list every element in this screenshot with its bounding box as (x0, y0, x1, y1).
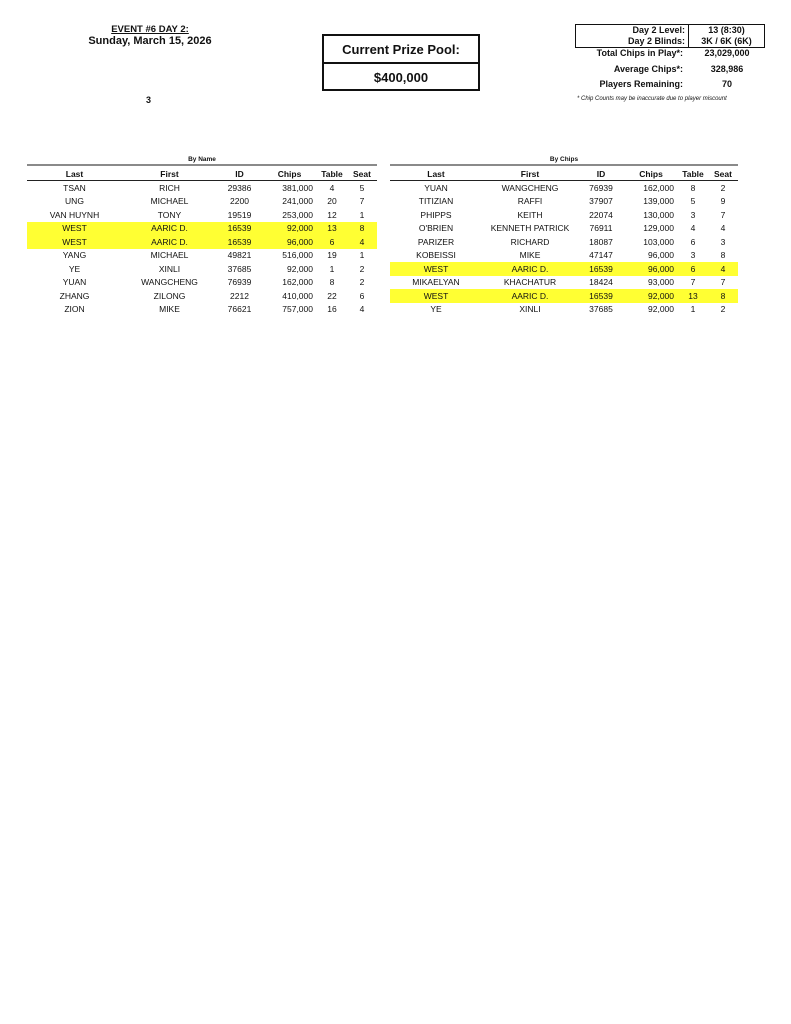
by-name-cell-id: 19519 (227, 209, 252, 220)
by-chips-cell-first: AARIC D. (482, 262, 578, 276)
by-chips-table-row (390, 235, 738, 249)
by-chips-cell-id: 76911 (589, 223, 613, 234)
by-chips-column-header: Chips (624, 167, 678, 181)
by-chips-cell-first: MIKE (519, 250, 541, 261)
by-chips-cell-id: 18424 (589, 277, 613, 288)
by-chips-cell-seat: 7 (720, 209, 726, 220)
by-chips-column-header: Seat (708, 167, 738, 181)
players-remaining-row (573, 79, 773, 89)
by-name-column-header: Table (317, 167, 347, 181)
by-name-cell-chips: 516,000 (282, 250, 313, 261)
by-chips-cell-id: 18087 (589, 236, 613, 247)
by-name-rule (27, 164, 377, 166)
by-name-cell-table: 8 (329, 277, 335, 288)
by-name-table-row (27, 195, 377, 209)
by-chips-table-row (390, 276, 738, 290)
by-chips-cell-last: PARIZER (417, 236, 455, 247)
by-name-cell-last: ZHANG (59, 290, 90, 301)
by-chips-title: By Chips (549, 156, 579, 163)
by-name-table-row (27, 262, 377, 276)
players-remaining-value: 70 (721, 79, 732, 89)
by-chips-cell-seat: 3 (720, 236, 726, 247)
by-name-cell-seat: 7 (359, 196, 365, 207)
by-name-cell-first: RICH (159, 182, 180, 193)
by-chips-column-header: First (482, 167, 578, 181)
by-name-cell-last: TSAN (63, 182, 86, 193)
by-chips-cell-first: XINLI (519, 304, 541, 315)
total-chips-value: 23,029,000 (704, 48, 750, 58)
by-name-cell-table: 1 (329, 263, 335, 274)
by-name-cell-last: VAN HUYNH (49, 209, 100, 220)
by-name-table-row (27, 235, 377, 249)
by-chips-cell-id: 37685 (589, 304, 613, 315)
by-chips-cell-chips: 129,000 (643, 223, 674, 234)
prize-pool-box (322, 34, 480, 91)
by-name-cell-first: MICHAEL (150, 250, 189, 261)
total-chips-label: Total Chips in Play*: (596, 48, 683, 58)
by-chips-cell-last: MIKAELYAN (412, 277, 460, 288)
by-name-cell-seat: 2 (359, 277, 365, 288)
players-remaining-label: Players Remaining: (599, 79, 683, 89)
by-chips-cell-table: 3 (690, 209, 696, 220)
by-chips-cell-last: YE (430, 304, 442, 315)
by-chips-header-row (390, 167, 738, 181)
by-chips-table-row (390, 195, 738, 209)
by-chips-cell-first: KENNETH PATRICK (490, 223, 570, 234)
by-name-cell-table: 19 (327, 250, 337, 261)
by-chips-table-row (390, 249, 738, 263)
by-chips-cell-table: 1 (690, 304, 696, 315)
by-chips-cell-id: 22074 (589, 209, 613, 220)
by-name-cell-table: 22 (327, 290, 337, 301)
by-chips-cell-chips: 103,000 (643, 236, 674, 247)
by-name-cell-seat: 6 (359, 290, 365, 301)
by-name-cell-last: ZION (64, 304, 85, 315)
blinds-value: 3K / 6K (6K) (701, 36, 752, 46)
by-chips-cell-seat: 7 (720, 277, 726, 288)
by-name-cell-first: MICHAEL (150, 196, 189, 207)
total-chips-row (573, 48, 773, 58)
by-chips-cell-table: 3 (690, 250, 696, 261)
by-chips-column-header: ID (578, 167, 624, 181)
by-name-cell-id: 76621 (227, 304, 252, 315)
by-name-cell-table: 20 (327, 196, 337, 207)
by-chips-cell-first: WANGCHENG (501, 182, 559, 193)
by-chips-cell-last: KOBEISSI (416, 250, 456, 261)
by-chips-cell-table: 5 (690, 196, 696, 207)
by-chips-cell-table: 4 (690, 223, 696, 234)
by-name-column-header: Last (27, 167, 122, 181)
by-chips-cell-id: 37907 (589, 196, 613, 207)
by-name-header-row (27, 167, 377, 181)
by-name-cell-first: AARIC D. (122, 235, 217, 249)
by-chips-cell-id: 16539 (578, 262, 624, 276)
by-chips-cell-last: WEST (390, 262, 482, 276)
by-name-table-row (27, 208, 377, 222)
by-name-cell-last: WEST (27, 222, 122, 236)
event-title: EVENT #6 DAY 2: (111, 24, 189, 35)
by-name-cell-last: WEST (27, 235, 122, 249)
by-chips-table-row (390, 289, 738, 303)
by-name-column-header: Seat (347, 167, 377, 181)
chip-count-note: * Chip Counts may be inaccurate due to player miscount (577, 96, 727, 102)
by-chips-table-row (390, 208, 738, 222)
blinds-label: Day 2 Blinds: (627, 36, 685, 46)
by-name-cell-first: AARIC D. (122, 222, 217, 236)
by-name-table-row (27, 303, 377, 317)
by-name-cell-seat: 1 (359, 209, 365, 220)
by-name-table-row (27, 181, 377, 195)
by-name-title: By Name (188, 156, 216, 163)
by-name-cell-seat: 4 (359, 304, 365, 315)
by-chips-cell-last: TITIZIAN (418, 196, 454, 207)
by-name-column-header: Chips (262, 167, 317, 181)
by-name-table (27, 167, 377, 316)
by-name-cell-chips: 253,000 (282, 209, 313, 220)
by-chips-cell-id: 47147 (589, 250, 613, 261)
average-chips-row (573, 64, 773, 74)
by-chips-table-row (390, 303, 738, 317)
by-name-cell-chips: 381,000 (282, 182, 313, 193)
average-chips-label: Average Chips*: (613, 64, 683, 74)
by-chips-cell-first: RAFFI (517, 196, 543, 207)
by-name-cell-last: YUAN (62, 277, 87, 288)
by-chips-table (390, 167, 738, 316)
by-name-cell-chips: 92,000 (262, 222, 317, 236)
level-label: Day 2 Level: (632, 25, 685, 35)
by-chips-cell-first: AARIC D. (482, 289, 578, 303)
by-chips-cell-first: KHACHATUR (503, 277, 557, 288)
by-chips-cell-table: 7 (690, 277, 696, 288)
by-chips-cell-seat: 4 (720, 223, 726, 234)
by-name-cell-id: 49821 (227, 250, 252, 261)
by-name-table-row (27, 249, 377, 263)
by-name-table-row (27, 289, 377, 303)
by-chips-cell-table: 8 (690, 182, 696, 193)
by-chips-cell-last: PHIPPS (420, 209, 452, 220)
by-chips-cell-chips: 92,000 (648, 304, 674, 315)
level-value: 13 (8:30) (708, 25, 745, 35)
by-chips-cell-seat: 8 (720, 250, 726, 261)
by-name-cell-id: 16539 (217, 235, 262, 249)
by-chips-cell-last: YUAN (424, 182, 448, 193)
by-chips-cell-id: 76939 (589, 182, 613, 193)
by-name-cell-chips: 92,000 (287, 263, 313, 274)
average-chips-value: 328,986 (710, 64, 744, 74)
by-name-cell-chips: 757,000 (282, 304, 313, 315)
by-chips-cell-table: 13 (678, 289, 708, 303)
by-name-cell-table: 6 (317, 235, 347, 249)
by-chips-column-header: Table (678, 167, 708, 181)
by-name-cell-first: ZILONG (153, 290, 186, 301)
by-chips-column-header: Last (390, 167, 482, 181)
by-name-cell-id: 2200 (230, 196, 249, 207)
by-name-column-header: First (122, 167, 217, 181)
by-name-cell-id: 16539 (217, 222, 262, 236)
by-chips-table-row (390, 222, 738, 236)
by-name-cell-first: XINLI (158, 263, 181, 274)
by-name-cell-last: YANG (62, 250, 87, 261)
by-chips-cell-chips: 139,000 (643, 196, 674, 207)
by-name-cell-seat: 8 (347, 222, 377, 236)
by-name-cell-id: 76939 (227, 277, 252, 288)
by-chips-cell-table: 6 (690, 236, 696, 247)
by-chips-cell-id: 16539 (578, 289, 624, 303)
by-name-cell-first: WANGCHENG (141, 277, 198, 288)
by-name-cell-id: 29386 (227, 182, 252, 193)
by-chips-cell-last: WEST (390, 289, 482, 303)
by-name-cell-table: 16 (327, 304, 337, 315)
by-name-cell-table: 12 (327, 209, 337, 220)
by-chips-cell-first: KEITH (517, 209, 543, 220)
by-chips-rule (390, 164, 738, 166)
by-name-cell-first: TONY (157, 209, 182, 220)
by-name-cell-last: YE (68, 263, 81, 274)
by-name-column-header: ID (217, 167, 262, 181)
by-name-cell-seat: 2 (359, 263, 365, 274)
by-name-cell-id: 2212 (230, 290, 249, 301)
by-name-cell-table: 13 (317, 222, 347, 236)
by-name-cell-chips: 162,000 (282, 277, 313, 288)
by-name-cell-first: MIKE (159, 304, 180, 315)
page-number: 3 (146, 95, 152, 105)
by-name-cell-chips: 241,000 (282, 196, 313, 207)
by-chips-cell-chips: 92,000 (624, 289, 678, 303)
by-name-cell-seat: 1 (359, 250, 365, 261)
level-blinds-box (575, 24, 765, 48)
by-name-cell-id: 37685 (227, 263, 252, 274)
prize-pool-label: Current Prize Pool: (324, 36, 478, 64)
by-chips-cell-last: O'BRIEN (418, 223, 454, 234)
by-chips-cell-seat: 2 (720, 182, 726, 193)
by-chips-cell-seat: 9 (720, 196, 726, 207)
by-chips-cell-chips: 93,000 (648, 277, 674, 288)
by-chips-table-row (390, 181, 738, 195)
by-name-cell-table: 4 (329, 182, 335, 193)
by-chips-cell-chips: 96,000 (624, 262, 678, 276)
by-name-cell-chips: 410,000 (282, 290, 313, 301)
by-chips-cell-first: RICHARD (510, 236, 550, 247)
by-name-cell-seat: 5 (359, 182, 365, 193)
by-name-cell-seat: 4 (347, 235, 377, 249)
by-name-cell-chips: 96,000 (262, 235, 317, 249)
by-chips-cell-seat: 4 (708, 262, 738, 276)
by-chips-cell-seat: 8 (708, 289, 738, 303)
by-chips-cell-table: 6 (678, 262, 708, 276)
event-date: Sunday, March 15, 2026 (88, 35, 212, 47)
by-name-table-row (27, 222, 377, 236)
by-chips-cell-chips: 130,000 (643, 209, 674, 220)
by-name-cell-last: UNG (65, 196, 84, 207)
by-name-table-row (27, 276, 377, 290)
by-chips-cell-chips: 162,000 (643, 182, 674, 193)
by-chips-cell-chips: 96,000 (648, 250, 674, 261)
by-chips-cell-seat: 2 (720, 304, 726, 315)
by-chips-table-row (390, 262, 738, 276)
prize-pool-amount: $400,000 (373, 69, 429, 85)
